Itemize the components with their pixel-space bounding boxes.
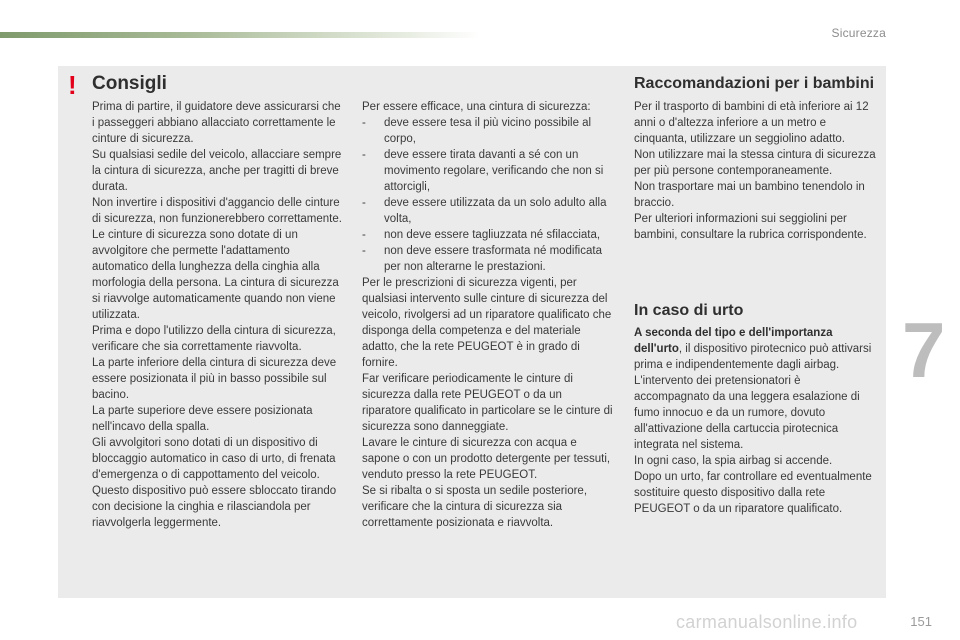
column-advice: [92, 99, 342, 531]
section-title: Sicurezza: [831, 26, 886, 40]
children-heading: Raccomandazioni per i bambini: [634, 75, 875, 92]
paragraph: Dopo un urto, far controllare ed eventualmente sostituire questo dispositivo dalla rete PEUGEOT o da un riparatore qualificato.: [634, 471, 872, 515]
paragraph: A seconda del tipo e dell'importanza dell'urto, il dispositivo pirotecnico può attivarsi prima e indipendentemente dagli airbag. L'intervento dei pretensionatori è accompagnato da una leggera esalazione di fumo innocuo e da un rumore, dovuto all'attivazione della cartuccia pirotecnica integrata nel sistema.: [634, 327, 872, 451]
paragraph: Le cinture di sicurezza sono dotate di un avvolgitore che permette l'adattamento automatico della lunghezza della cinghia alla morfologia della persona. La cintura di sicurezza si riavvolge automaticamente quando non viene utilizzata.: [92, 229, 339, 321]
dash-icon: -: [362, 245, 366, 257]
list-item: - deve essere tirata davanti a sé con un movimento regolare, verificando che non si attorcigli,: [362, 149, 604, 193]
list-item: - deve essere utilizzata da un solo adulto alla volta,: [362, 197, 607, 225]
paragraph: Non utilizzare mai la stessa cintura di sicurezza per più persone contemporaneamente.: [634, 149, 876, 177]
dash-icon: -: [362, 197, 366, 209]
dash-icon: -: [362, 117, 366, 129]
paragraph: Prima di partire, il guidatore deve assicurarsi che i passeggeri abbiano allacciato correttamente le cinture di sicurezza.: [92, 101, 341, 145]
watermark: carmanualsonline.info: [676, 612, 858, 632]
paragraph: Gli avvolgitori sono dotati di un dispositivo di bloccaggio automatico in caso di urto, di frenata d'emergenza o di cappottamento del veicolo. Questo dispositivo può essere sbloccato tirando con decisione la cinghia e rilasciandola per riavvolgerla leggermente.: [92, 437, 337, 529]
paragraph: In ogni caso, la spia airbag si accende.: [634, 455, 833, 467]
page-number: 151: [910, 614, 932, 629]
column-crash: [634, 325, 876, 517]
paragraph: La parte superiore deve essere posizionata nell'incavo della spalla.: [92, 405, 313, 433]
paragraph: Su qualsiasi sedile del veicolo, allacciare sempre la cintura di sicurezza, anche per tragitti di breve durata.: [92, 149, 342, 193]
column-effectiveness: [362, 99, 614, 531]
list-item: - non deve essere tagliuzzata né sfilacciata,: [362, 229, 601, 241]
paragraph: Far verificare periodicamente le cinture di sicurezza dalla rete PEUGEOT o da un riparatore qualificato in particolare se le cinture di sicurezza sono danneggiate.: [362, 373, 613, 433]
paragraph: Per le prescrizioni di sicurezza vigenti, per qualsiasi intervento sulle cinture di sicurezza del veicolo, rivolgersi ad un riparatore qualificato che disponga della competenza e del materiale adatto, che la rete PEUGEOT è in grado di fornire.: [362, 277, 612, 369]
warning-icon: !: [68, 70, 77, 100]
paragraph: Per ulteriori informazioni sui seggiolini per bambini, consultare la rubrica corrispondente.: [634, 213, 867, 241]
paragraph: Non trasportare mai un bambino tenendolo in braccio.: [634, 181, 865, 209]
paragraph: Prima e dopo l'utilizzo della cintura di sicurezza, verificare che sia correttamente riavvolta.: [92, 325, 336, 353]
paragraph-intro: Per essere efficace, una cintura di sicurezza:: [362, 101, 591, 113]
paragraph: Non invertire i dispositivi d'aggancio delle cinture di sicurezza, non funzionerebbero correttamente.: [92, 197, 342, 225]
paragraph: Lavare le cinture di sicurezza con acqua e sapone o con un prodotto detergente per tessuti, venduto presso la rete PEUGEOT.: [362, 437, 611, 481]
paragraph: Per il trasporto di bambini di età inferiore ai 12 anni o d'altezza inferiore a un metro e cinquanta, utilizzare un seggiolino adatto.: [634, 101, 869, 145]
list-item: - deve essere tesa il più vicino possibile al corpo,: [362, 117, 592, 145]
dash-icon: -: [362, 229, 366, 241]
dash-icon: -: [362, 149, 366, 161]
list-item: - non deve essere trasformata né modificata per non alterarne le prestazioni.: [362, 245, 602, 273]
paragraph: Se si ribalta o si sposta un sedile posteriore, verificare che la cintura di sicurezza sia correttamente posizionata e riavvolta.: [362, 485, 588, 529]
paragraph: La parte inferiore della cintura di sicurezza deve essere posizionata il più in basso possibile sul bacino.: [92, 357, 337, 401]
chapter-number: 7: [902, 306, 946, 394]
crash-heading: In caso di urto: [634, 302, 744, 319]
header-accent-bar: [0, 32, 480, 38]
column-children: [634, 99, 876, 243]
bold-lead: A seconda del tipo e dell'importanza dell'urto: [634, 327, 833, 355]
page-title: Consigli: [92, 73, 167, 94]
